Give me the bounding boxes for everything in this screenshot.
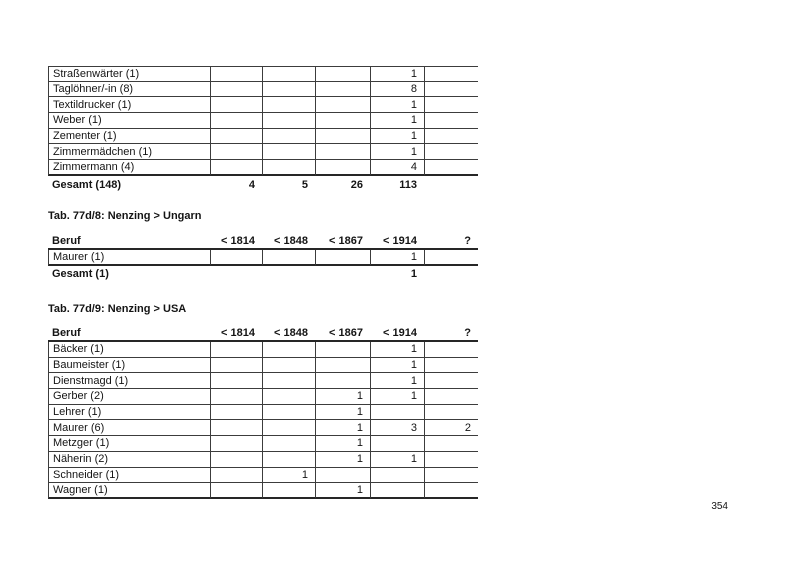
table-row: [48, 342, 478, 358]
cell-value: [315, 144, 370, 160]
table-row: [48, 452, 478, 468]
cell-value: [424, 82, 478, 98]
total-row: [48, 266, 478, 284]
total-cell-value: [262, 266, 315, 284]
cell-label: Metzger (1): [48, 436, 210, 452]
header-cell-value: < 1914: [370, 326, 424, 342]
cell-value: [210, 452, 262, 468]
table-row: [48, 144, 478, 160]
header-cell-value: ?: [424, 326, 478, 342]
cell-value: [210, 420, 262, 436]
cell-value: 1: [315, 420, 370, 436]
header-cell-value: < 1914: [370, 234, 424, 250]
cell-label: Zementer (1): [48, 129, 210, 145]
cell-value: [210, 373, 262, 389]
header-cell-value: < 1867: [315, 234, 370, 250]
table-row: [48, 160, 478, 176]
cell-value: 1: [315, 436, 370, 452]
cell-label: Gerber (2): [48, 389, 210, 405]
cell-value: [262, 342, 315, 358]
cell-value: 1: [262, 468, 315, 484]
cell-value: [210, 483, 262, 499]
total-row: [48, 176, 478, 194]
total-cell-value: 113: [399, 178, 417, 191]
cell-value: [262, 358, 315, 374]
table-row: [48, 113, 478, 129]
cell-value: [424, 373, 478, 389]
page-number: 354: [711, 501, 728, 512]
cell-value: [424, 66, 478, 82]
cell-value: [262, 436, 315, 452]
header-row: [48, 326, 478, 342]
cell-value: 4: [370, 160, 424, 176]
cell-label: Lehrer (1): [48, 405, 210, 421]
cell-value: [262, 405, 315, 421]
cell-value: 1: [370, 452, 424, 468]
cell-value: 1: [315, 405, 370, 421]
cell-value: [210, 405, 262, 421]
cell-value: [315, 82, 370, 98]
cell-value: [210, 97, 262, 113]
cell-value: 8: [370, 82, 424, 98]
table-row: [48, 66, 478, 82]
total-cell-label: Gesamt (1): [52, 268, 109, 281]
total-cell-value: [315, 266, 370, 284]
cell-value: [262, 250, 315, 266]
cell-value: [210, 113, 262, 129]
table-row: [48, 436, 478, 452]
cell-value: [210, 66, 262, 82]
cell-value: [424, 436, 478, 452]
cell-value: [262, 129, 315, 145]
header-row: [48, 234, 478, 250]
cell-value: [424, 144, 478, 160]
cell-label: Straßenwärter (1): [48, 66, 210, 82]
cell-value: 1: [370, 389, 424, 405]
cell-value: [424, 358, 478, 374]
cell-value: 1: [370, 97, 424, 113]
cell-value: [262, 452, 315, 468]
cell-value: [262, 66, 315, 82]
cell-value: [424, 342, 478, 358]
table-row: [48, 483, 478, 499]
table-row: [48, 129, 478, 145]
cell-label: Zimmermann (4): [48, 160, 210, 176]
cell-value: [262, 160, 315, 176]
header-cell-label: Beruf: [48, 234, 210, 250]
cell-value: 3: [370, 420, 424, 436]
cell-label: Baumeister (1): [48, 358, 210, 374]
cell-value: [315, 66, 370, 82]
cell-label: Näherin (2): [48, 452, 210, 468]
cell-value: [262, 483, 315, 499]
cell-value: [262, 389, 315, 405]
cell-value: [210, 250, 262, 266]
header-cell-value: < 1848: [262, 234, 315, 250]
cell-value: [315, 342, 370, 358]
cell-value: [210, 358, 262, 374]
total-cell-value: [424, 266, 478, 284]
cell-value: [210, 82, 262, 98]
total-cell-value: 1: [410, 268, 417, 281]
cell-value: [210, 144, 262, 160]
cell-value: [262, 373, 315, 389]
cell-value: [210, 436, 262, 452]
cell-value: [262, 97, 315, 113]
cell-value: 2: [424, 420, 478, 436]
table-row: [48, 82, 478, 98]
cell-label: Zimmermädchen (1): [48, 144, 210, 160]
cell-value: [315, 373, 370, 389]
table-row: [48, 97, 478, 113]
cell-label: Maurer (6): [48, 420, 210, 436]
cell-value: [210, 389, 262, 405]
total-cell-label: Gesamt (148): [52, 178, 122, 191]
table-77d9-title: Tab. 77d/9: Nenzing > USA: [48, 303, 187, 315]
header-cell-label: Beruf: [48, 326, 210, 342]
total-cell-value: 5: [301, 178, 308, 191]
cell-value: [315, 97, 370, 113]
cell-label: Weber (1): [48, 113, 210, 129]
cell-value: [262, 420, 315, 436]
cell-value: [315, 129, 370, 145]
total-cell-value: 4: [248, 178, 255, 191]
header-cell-value: < 1848: [262, 326, 315, 342]
cell-label: Schneider (1): [48, 468, 210, 484]
table-row: [48, 250, 478, 266]
cell-label: Textildrucker (1): [48, 97, 210, 113]
cell-value: [424, 468, 478, 484]
cell-value: [424, 452, 478, 468]
table-row: [48, 420, 478, 436]
cell-value: [210, 129, 262, 145]
table-77d8: [48, 234, 478, 283]
header-cell-value: ?: [424, 234, 478, 250]
cell-value: [424, 405, 478, 421]
cell-value: [370, 483, 424, 499]
cell-value: [370, 468, 424, 484]
table-row: [48, 389, 478, 405]
table-row: [48, 405, 478, 421]
cell-value: 1: [315, 389, 370, 405]
cell-value: [315, 250, 370, 266]
cell-value: 1: [315, 452, 370, 468]
cell-value: 1: [370, 342, 424, 358]
table-row: [48, 373, 478, 389]
cell-label: Taglöhner/-in (8): [48, 82, 210, 98]
cell-value: [210, 468, 262, 484]
cell-value: 1: [370, 129, 424, 145]
cell-value: [262, 144, 315, 160]
cell-value: 1: [315, 483, 370, 499]
cell-value: [262, 82, 315, 98]
header-cell-value: < 1814: [210, 326, 262, 342]
cell-value: [262, 113, 315, 129]
cell-value: [424, 250, 478, 266]
cell-value: [424, 483, 478, 499]
cell-value: 1: [370, 358, 424, 374]
cell-value: [210, 160, 262, 176]
table-row: [48, 358, 478, 374]
cell-label: Maurer (1): [48, 250, 210, 266]
cell-value: [424, 113, 478, 129]
total-cell-value: 26: [350, 178, 363, 191]
cell-value: 1: [370, 113, 424, 129]
cell-value: [424, 389, 478, 405]
cell-value: [424, 160, 478, 176]
cell-value: [315, 358, 370, 374]
cell-value: [370, 405, 424, 421]
total-cell-value: [424, 176, 478, 194]
cell-value: [315, 468, 370, 484]
cell-value: [315, 160, 370, 176]
table-77d8-title: Tab. 77d/8: Nenzing > Ungarn: [48, 210, 202, 222]
cell-value: 1: [370, 144, 424, 160]
table-77d9: [48, 326, 478, 499]
cell-value: [315, 113, 370, 129]
cell-label: Bäcker (1): [48, 342, 210, 358]
cell-value: [424, 97, 478, 113]
cell-label: Dienstmagd (1): [48, 373, 210, 389]
cell-label: Wagner (1): [48, 483, 210, 499]
cell-value: [424, 129, 478, 145]
profession-table-continuation: [48, 66, 478, 193]
cell-value: 1: [370, 250, 424, 266]
cell-value: 1: [370, 66, 424, 82]
cell-value: 1: [370, 373, 424, 389]
header-cell-value: < 1814: [210, 234, 262, 250]
total-cell-value: [210, 266, 262, 284]
header-cell-value: < 1867: [315, 326, 370, 342]
cell-value: [370, 436, 424, 452]
table-row: [48, 468, 478, 484]
cell-value: [210, 342, 262, 358]
